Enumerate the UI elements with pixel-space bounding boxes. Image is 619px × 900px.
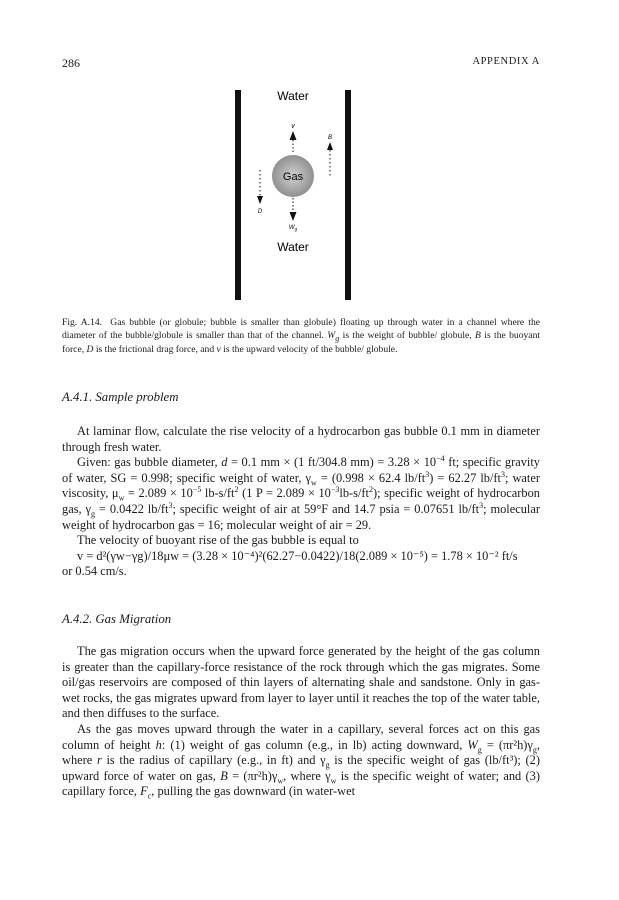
- buoyancy-arrow-head: [327, 142, 333, 150]
- drag-arrow-head: [257, 196, 263, 204]
- caption-wg: W: [327, 330, 336, 342]
- p2-part-2: : (1) weight of gas column (e.g., in lb) acting downward,: [161, 737, 463, 752]
- caption-wg-sub: g: [335, 334, 340, 344]
- label-wg-sub: g: [294, 226, 298, 232]
- given-sub-g: g: [91, 509, 95, 519]
- label-water-top: Water: [277, 89, 309, 103]
- migration-paragraph-2: [62, 722, 540, 800]
- velocity-intro: The velocity of buoyant rise of the gas bubble is equal to: [77, 533, 359, 548]
- label-wg: [289, 225, 298, 232]
- given-exp-3b: 3: [501, 469, 505, 479]
- p2-part-8: , where γ: [283, 768, 331, 783]
- label-v: v: [291, 123, 295, 130]
- section-sample-problem-body: [62, 424, 540, 580]
- running-head: APPENDIX A: [472, 56, 540, 67]
- given-sub-w2: w: [118, 493, 125, 503]
- p2-part-9: is the specific weight of water; and (3) capillary force,: [62, 768, 540, 799]
- weight-arrow-head: [290, 212, 297, 221]
- p2-fc: F: [140, 784, 148, 799]
- given-part-6: ; water viscosity, μ: [62, 470, 540, 501]
- caption-v: v: [216, 343, 221, 355]
- given-exp-2: 2: [234, 485, 239, 495]
- caption-text-1: Gas bubble (or globule; bubble is smaller than globule) floating up through water in a channel where the diameter of the bubble/globule is smaller than that of the channel.: [62, 317, 540, 342]
- channel-wall-left: [235, 90, 241, 300]
- label-wg-main: W: [288, 225, 295, 231]
- gas-bubble-diagram: [228, 84, 358, 304]
- given-exp-1: −4: [436, 454, 445, 464]
- section-title-gas-migration: A.4.2. Gas Migration: [62, 612, 172, 626]
- p2-part-5: is the radius of capillary (e.g., in ft) and γ: [106, 753, 326, 768]
- given-d: d: [221, 455, 228, 470]
- given-part-3: ft; specific gravity of water, SG = 0.998; specific weight of water, γ: [62, 455, 540, 485]
- p2-b: B: [220, 768, 228, 783]
- section-title-sample-problem: A.4.1. Sample problem: [62, 390, 179, 404]
- p2-fc-sub: c: [147, 791, 152, 801]
- p2-wg: W: [467, 737, 478, 752]
- given-exp-3c: −3: [330, 485, 340, 495]
- p2-sub-w: w: [277, 776, 284, 786]
- given-part-10: lb-s/ft: [339, 486, 369, 501]
- migration-paragraph-1: The gas migration occurs when the upward force generated by the height of the gas column is greater than the capillary-force resistance of the rock through which the gas migrates. Some oil/gas reservoirs are composed of thin layers of alternating shale and sandstone. Only in gas-wet rocks, the gas migrates upward from layer to layer until it reaches the top of the water table, and then diffuses to the surface.: [62, 644, 540, 721]
- p2-sub-g2: g: [325, 760, 330, 770]
- given-part-9: (1 P = 2.089 × 10: [242, 486, 331, 501]
- p2-part-1: As the gas moves upward through the water in a capillary, several forces act on this gas column of height: [62, 721, 540, 752]
- page-header: [62, 56, 540, 72]
- given-part-13: ; specific weight of air at 59°F and 14.7 psia = 0.07651 lb/ft: [172, 501, 480, 516]
- page-number: 286: [62, 56, 80, 70]
- label-b: B: [327, 135, 333, 141]
- given-exp-3d: 3: [168, 500, 173, 510]
- given-part-5: ) = 62.27 lb/ft: [429, 470, 501, 485]
- caption-text-3: is the buoyant force,: [62, 330, 541, 355]
- p2-part-6: is the specific weight of gas (lb/ft³); (2) upward force of water on gas,: [62, 753, 540, 783]
- caption-text-4: is the frictional drag force, and: [95, 343, 215, 355]
- given-part-1: Given: gas bubble diameter,: [77, 455, 218, 470]
- given-part-8: lb-s/ft: [204, 486, 235, 501]
- given-exp-2b: 2: [368, 485, 373, 495]
- given-part-11: ); specific weight of hydrocarbon gas, γ: [62, 486, 540, 516]
- velocity-arrow-head: [290, 131, 297, 140]
- p2-part-4: , where: [62, 737, 541, 768]
- p2-sub-g: g: [532, 745, 537, 755]
- p2-r: r: [96, 753, 102, 768]
- caption-d: D: [86, 343, 94, 355]
- caption-text-2: is the weight of bubble/ globule,: [342, 330, 472, 342]
- channel-wall-right: [345, 90, 351, 300]
- figure-a14: [228, 84, 358, 304]
- figure-caption: [62, 316, 540, 356]
- caption-b: B: [475, 330, 481, 342]
- given-exp-5: −5: [192, 485, 202, 495]
- velocity-result: or 0.54 cm/s.: [62, 564, 127, 579]
- p2-part-3: = (πr²h)γ: [486, 737, 533, 752]
- section-gas-migration-body: [62, 644, 540, 800]
- given-exp-3e: 3: [479, 500, 484, 510]
- given-part-12: = 0.0422 lb/ft: [98, 501, 169, 516]
- caption-label: Fig. A.14.: [62, 317, 103, 328]
- velocity-equation: v = d²(γw−γg)/18μw = (3.28 × 10⁻⁴)²(62.27−0.0422)/18(2.089 × 10⁻⁵) = 1.78 × 10⁻² ft/s: [77, 548, 518, 563]
- p2-h: h: [155, 737, 162, 752]
- given-sub-w: w: [311, 478, 317, 488]
- p2-sub-w2: w: [330, 776, 337, 786]
- p2-part-10: , pulling the gas downward (in water-wet: [151, 784, 356, 799]
- caption-text-5: is the upward velocity of the bubble/ globule.: [223, 343, 398, 355]
- given-exp-3a: 3: [425, 469, 430, 479]
- given-part-2: = 0.1 mm × (1 ft/304.8 mm) = 3.28 × 10: [230, 455, 437, 470]
- given-part-7: = 2.089 × 10: [127, 486, 193, 501]
- label-gas: Gas: [282, 171, 304, 183]
- p2-part-7: = (πr²h)γ: [232, 768, 278, 783]
- label-water-bottom: Water: [277, 240, 309, 254]
- given-part-14: ; molecular weight of hydrocarbon gas = 16; molecular weight of air = 29.: [62, 501, 540, 532]
- label-d: D: [257, 209, 263, 215]
- sample-intro: At laminar flow, calculate the rise velocity of a hydrocarbon gas bubble 0.1 mm in diameter through fresh water.: [62, 424, 540, 454]
- given-part-4: = (0.998 × 62.4 lb/ft: [320, 470, 426, 485]
- p2-wg-sub: g: [477, 745, 482, 755]
- sample-given: [62, 455, 540, 533]
